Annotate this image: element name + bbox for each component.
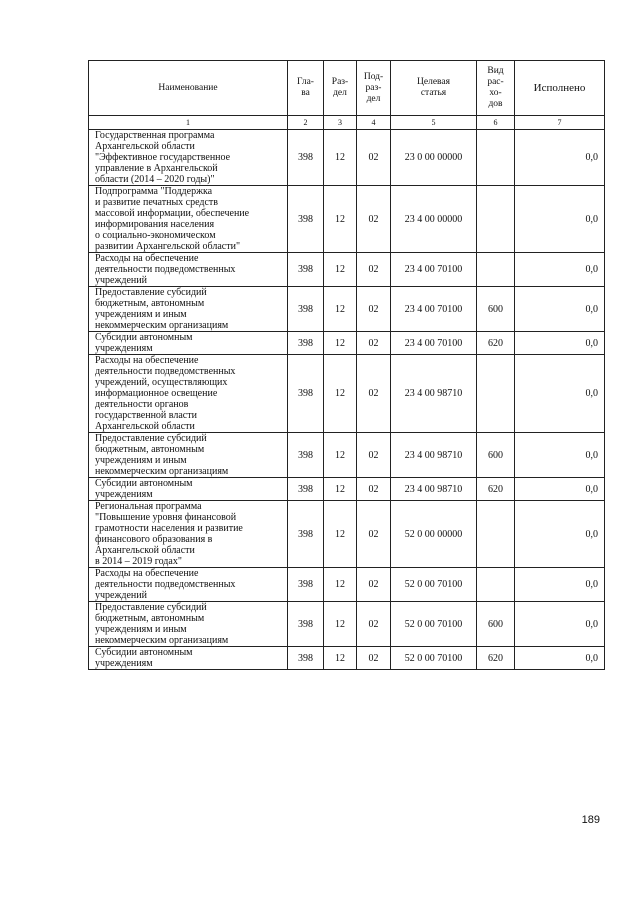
- cell-name: Предоставление субсидий бюджетным, автономным учреждениям и иным некоммерческим организациям: [89, 287, 288, 332]
- column-number: 6: [477, 116, 515, 130]
- table-row: [89, 568, 605, 602]
- cell-target: 23 4 00 00000: [391, 186, 477, 253]
- column-number-row: [89, 116, 605, 130]
- cell-target: 23 0 00 00000: [391, 130, 477, 186]
- cell-name: Субсидии автономным учреждениям: [89, 478, 288, 501]
- header-chapter: Гла- ва: [288, 61, 324, 116]
- cell-subsection: 02: [357, 130, 391, 186]
- cell-subsection: 02: [357, 355, 391, 433]
- cell-name: Предоставление субсидий бюджетным, автономным учреждениям и иным некоммерческим организациям: [89, 433, 288, 478]
- cell-subsection: 02: [357, 568, 391, 602]
- cell-chapter: 398: [288, 501, 324, 568]
- cell-executed: 0,0: [515, 478, 605, 501]
- cell-target: 23 4 00 98710: [391, 433, 477, 478]
- cell-type: [477, 568, 515, 602]
- cell-executed: 0,0: [515, 287, 605, 332]
- cell-executed: 0,0: [515, 568, 605, 602]
- cell-target: 23 4 00 98710: [391, 478, 477, 501]
- cell-executed: 0,0: [515, 501, 605, 568]
- cell-chapter: 398: [288, 478, 324, 501]
- cell-name: Расходы на обеспечение деятельности подведомственных учреждений: [89, 568, 288, 602]
- cell-type: [477, 186, 515, 253]
- cell-section: 12: [324, 253, 357, 287]
- header-type: Вид рас- хо- дов: [477, 61, 515, 116]
- column-number: 1: [89, 116, 288, 130]
- cell-name: Субсидии автономным учреждениям: [89, 332, 288, 355]
- cell-type: [477, 501, 515, 568]
- column-number: 7: [515, 116, 605, 130]
- cell-target: 52 0 00 70100: [391, 647, 477, 670]
- table-row: [89, 253, 605, 287]
- cell-type: [477, 355, 515, 433]
- cell-type: [477, 253, 515, 287]
- cell-section: 12: [324, 478, 357, 501]
- table-row: [89, 355, 605, 433]
- budget-table: [88, 60, 605, 670]
- cell-target: 52 0 00 70100: [391, 568, 477, 602]
- header-section: Раз- дел: [324, 61, 357, 116]
- cell-executed: 0,0: [515, 332, 605, 355]
- cell-section: 12: [324, 287, 357, 332]
- cell-target: 23 4 00 70100: [391, 253, 477, 287]
- cell-subsection: 02: [357, 332, 391, 355]
- cell-type: 600: [477, 433, 515, 478]
- table-row: [89, 478, 605, 501]
- cell-target: 23 4 00 70100: [391, 287, 477, 332]
- cell-section: 12: [324, 602, 357, 647]
- cell-chapter: 398: [288, 602, 324, 647]
- cell-name: Расходы на обеспечение деятельности подведомственных учреждений, осуществляющих информационное освещение деятельности органов государственной власти Архангельской области: [89, 355, 288, 433]
- column-number: 3: [324, 116, 357, 130]
- cell-subsection: 02: [357, 602, 391, 647]
- cell-section: 12: [324, 568, 357, 602]
- cell-chapter: 398: [288, 253, 324, 287]
- cell-name: Региональная программа "Повышение уровня финансовой грамотности населения и развитие финансового образования в Архангельской области в 2014 – 2019 годах": [89, 501, 288, 568]
- cell-executed: 0,0: [515, 433, 605, 478]
- table-row: [89, 647, 605, 670]
- table-row: [89, 501, 605, 568]
- cell-type: 620: [477, 478, 515, 501]
- cell-name: Предоставление субсидий бюджетным, автономным учреждениям и иным некоммерческим организациям: [89, 602, 288, 647]
- column-number: 2: [288, 116, 324, 130]
- table-row: [89, 332, 605, 355]
- cell-executed: 0,0: [515, 130, 605, 186]
- cell-chapter: 398: [288, 332, 324, 355]
- cell-type: [477, 130, 515, 186]
- cell-section: 12: [324, 501, 357, 568]
- cell-chapter: 398: [288, 433, 324, 478]
- cell-chapter: 398: [288, 186, 324, 253]
- cell-executed: 0,0: [515, 602, 605, 647]
- table-row: [89, 433, 605, 478]
- header-executed: Исполнено: [515, 61, 605, 116]
- cell-section: 12: [324, 433, 357, 478]
- column-number: 5: [391, 116, 477, 130]
- cell-section: 12: [324, 332, 357, 355]
- header-name: Наименование: [89, 61, 288, 116]
- cell-type: 600: [477, 602, 515, 647]
- cell-chapter: 398: [288, 647, 324, 670]
- cell-type: 600: [477, 287, 515, 332]
- cell-subsection: 02: [357, 253, 391, 287]
- cell-executed: 0,0: [515, 253, 605, 287]
- cell-target: 23 4 00 70100: [391, 332, 477, 355]
- cell-section: 12: [324, 186, 357, 253]
- cell-subsection: 02: [357, 186, 391, 253]
- cell-target: 52 0 00 70100: [391, 602, 477, 647]
- cell-type: 620: [477, 332, 515, 355]
- header-row: [89, 61, 605, 116]
- page-number: 189: [581, 814, 600, 826]
- cell-name: Государственная программа Архангельской области "Эффективное государственное управление в Архангельской области (2014 – 2020 годы)": [89, 130, 288, 186]
- cell-type: 620: [477, 647, 515, 670]
- cell-chapter: 398: [288, 355, 324, 433]
- cell-chapter: 398: [288, 130, 324, 186]
- cell-executed: 0,0: [515, 186, 605, 253]
- cell-subsection: 02: [357, 478, 391, 501]
- column-number: 4: [357, 116, 391, 130]
- table-body: [89, 130, 605, 670]
- cell-target: 52 0 00 00000: [391, 501, 477, 568]
- header-target: Целевая статья: [391, 61, 477, 116]
- cell-subsection: 02: [357, 433, 391, 478]
- cell-name: Субсидии автономным учреждениям: [89, 647, 288, 670]
- cell-subsection: 02: [357, 287, 391, 332]
- cell-executed: 0,0: [515, 355, 605, 433]
- cell-executed: 0,0: [515, 647, 605, 670]
- table-row: [89, 130, 605, 186]
- table-row: [89, 602, 605, 647]
- cell-section: 12: [324, 130, 357, 186]
- cell-subsection: 02: [357, 647, 391, 670]
- table-row: [89, 287, 605, 332]
- cell-section: 12: [324, 647, 357, 670]
- cell-section: 12: [324, 355, 357, 433]
- table-row: [89, 186, 605, 253]
- cell-chapter: 398: [288, 287, 324, 332]
- cell-subsection: 02: [357, 501, 391, 568]
- cell-target: 23 4 00 98710: [391, 355, 477, 433]
- cell-name: Расходы на обеспечение деятельности подведомственных учреждений: [89, 253, 288, 287]
- cell-name: Подпрограмма "Поддержка и развитие печатных средств массовой информации, обеспечение информирования населения о социально-экономическом развитии Архангельской области": [89, 186, 288, 253]
- header-subsection: Под- раз- дел: [357, 61, 391, 116]
- cell-chapter: 398: [288, 568, 324, 602]
